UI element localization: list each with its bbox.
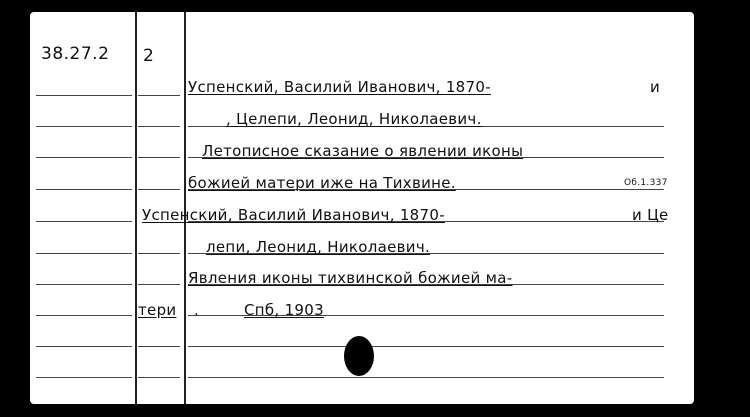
- catalog-card: [30, 12, 694, 404]
- ruling-line: [138, 346, 180, 347]
- shelf-note: Об.1.337: [624, 178, 668, 188]
- ruling-line: [188, 346, 664, 347]
- ruling-line: [138, 284, 180, 285]
- title-entry-period: .: [194, 301, 200, 319]
- ruling-line: [36, 221, 132, 222]
- ruling-line: [188, 377, 664, 378]
- ruling-line: [36, 189, 132, 190]
- ruling-line: [138, 126, 180, 127]
- ruling-line: [138, 157, 180, 158]
- title-line-2: божией матери иже на Тихвине.: [188, 174, 456, 192]
- co-author-heading: , Целепи, Леонид, Николаевич.: [226, 110, 482, 128]
- call-number: 38.27.2: [41, 44, 110, 64]
- title-line-1: Летописное сказание о явлении иконы: [202, 142, 524, 160]
- author-heading: Успенский, Василий Иванович, 1870-: [188, 78, 491, 96]
- ruling-line: [36, 253, 132, 254]
- ruling-line: [138, 95, 180, 96]
- ink-stamp: [344, 336, 374, 376]
- co-author-entry: лепи, Леонид, Николаевич.: [206, 238, 431, 256]
- ruling-line: [36, 377, 132, 378]
- ruling-line: [36, 284, 132, 285]
- ruling-line: [36, 95, 132, 96]
- column-mark: 2: [143, 46, 155, 66]
- ruling-line: [138, 377, 180, 378]
- author-entry: Успенский, Василий Иванович, 1870-: [142, 206, 445, 224]
- ruling-line: [138, 253, 180, 254]
- title-entry: Явления иконы тихвинской божией ма-: [188, 269, 513, 287]
- conjunction-and: и: [650, 78, 661, 96]
- author-entry-continued: и Це: [632, 206, 669, 224]
- imprint: Спб, 1903: [244, 301, 324, 319]
- title-entry-continued: тери: [138, 301, 177, 319]
- ruling-line: [138, 189, 180, 190]
- ruling-line: [36, 157, 132, 158]
- column-rule-left: [135, 12, 137, 404]
- ruling-line: [36, 126, 132, 127]
- ruling-line: [36, 346, 132, 347]
- ruling-line: [36, 315, 132, 316]
